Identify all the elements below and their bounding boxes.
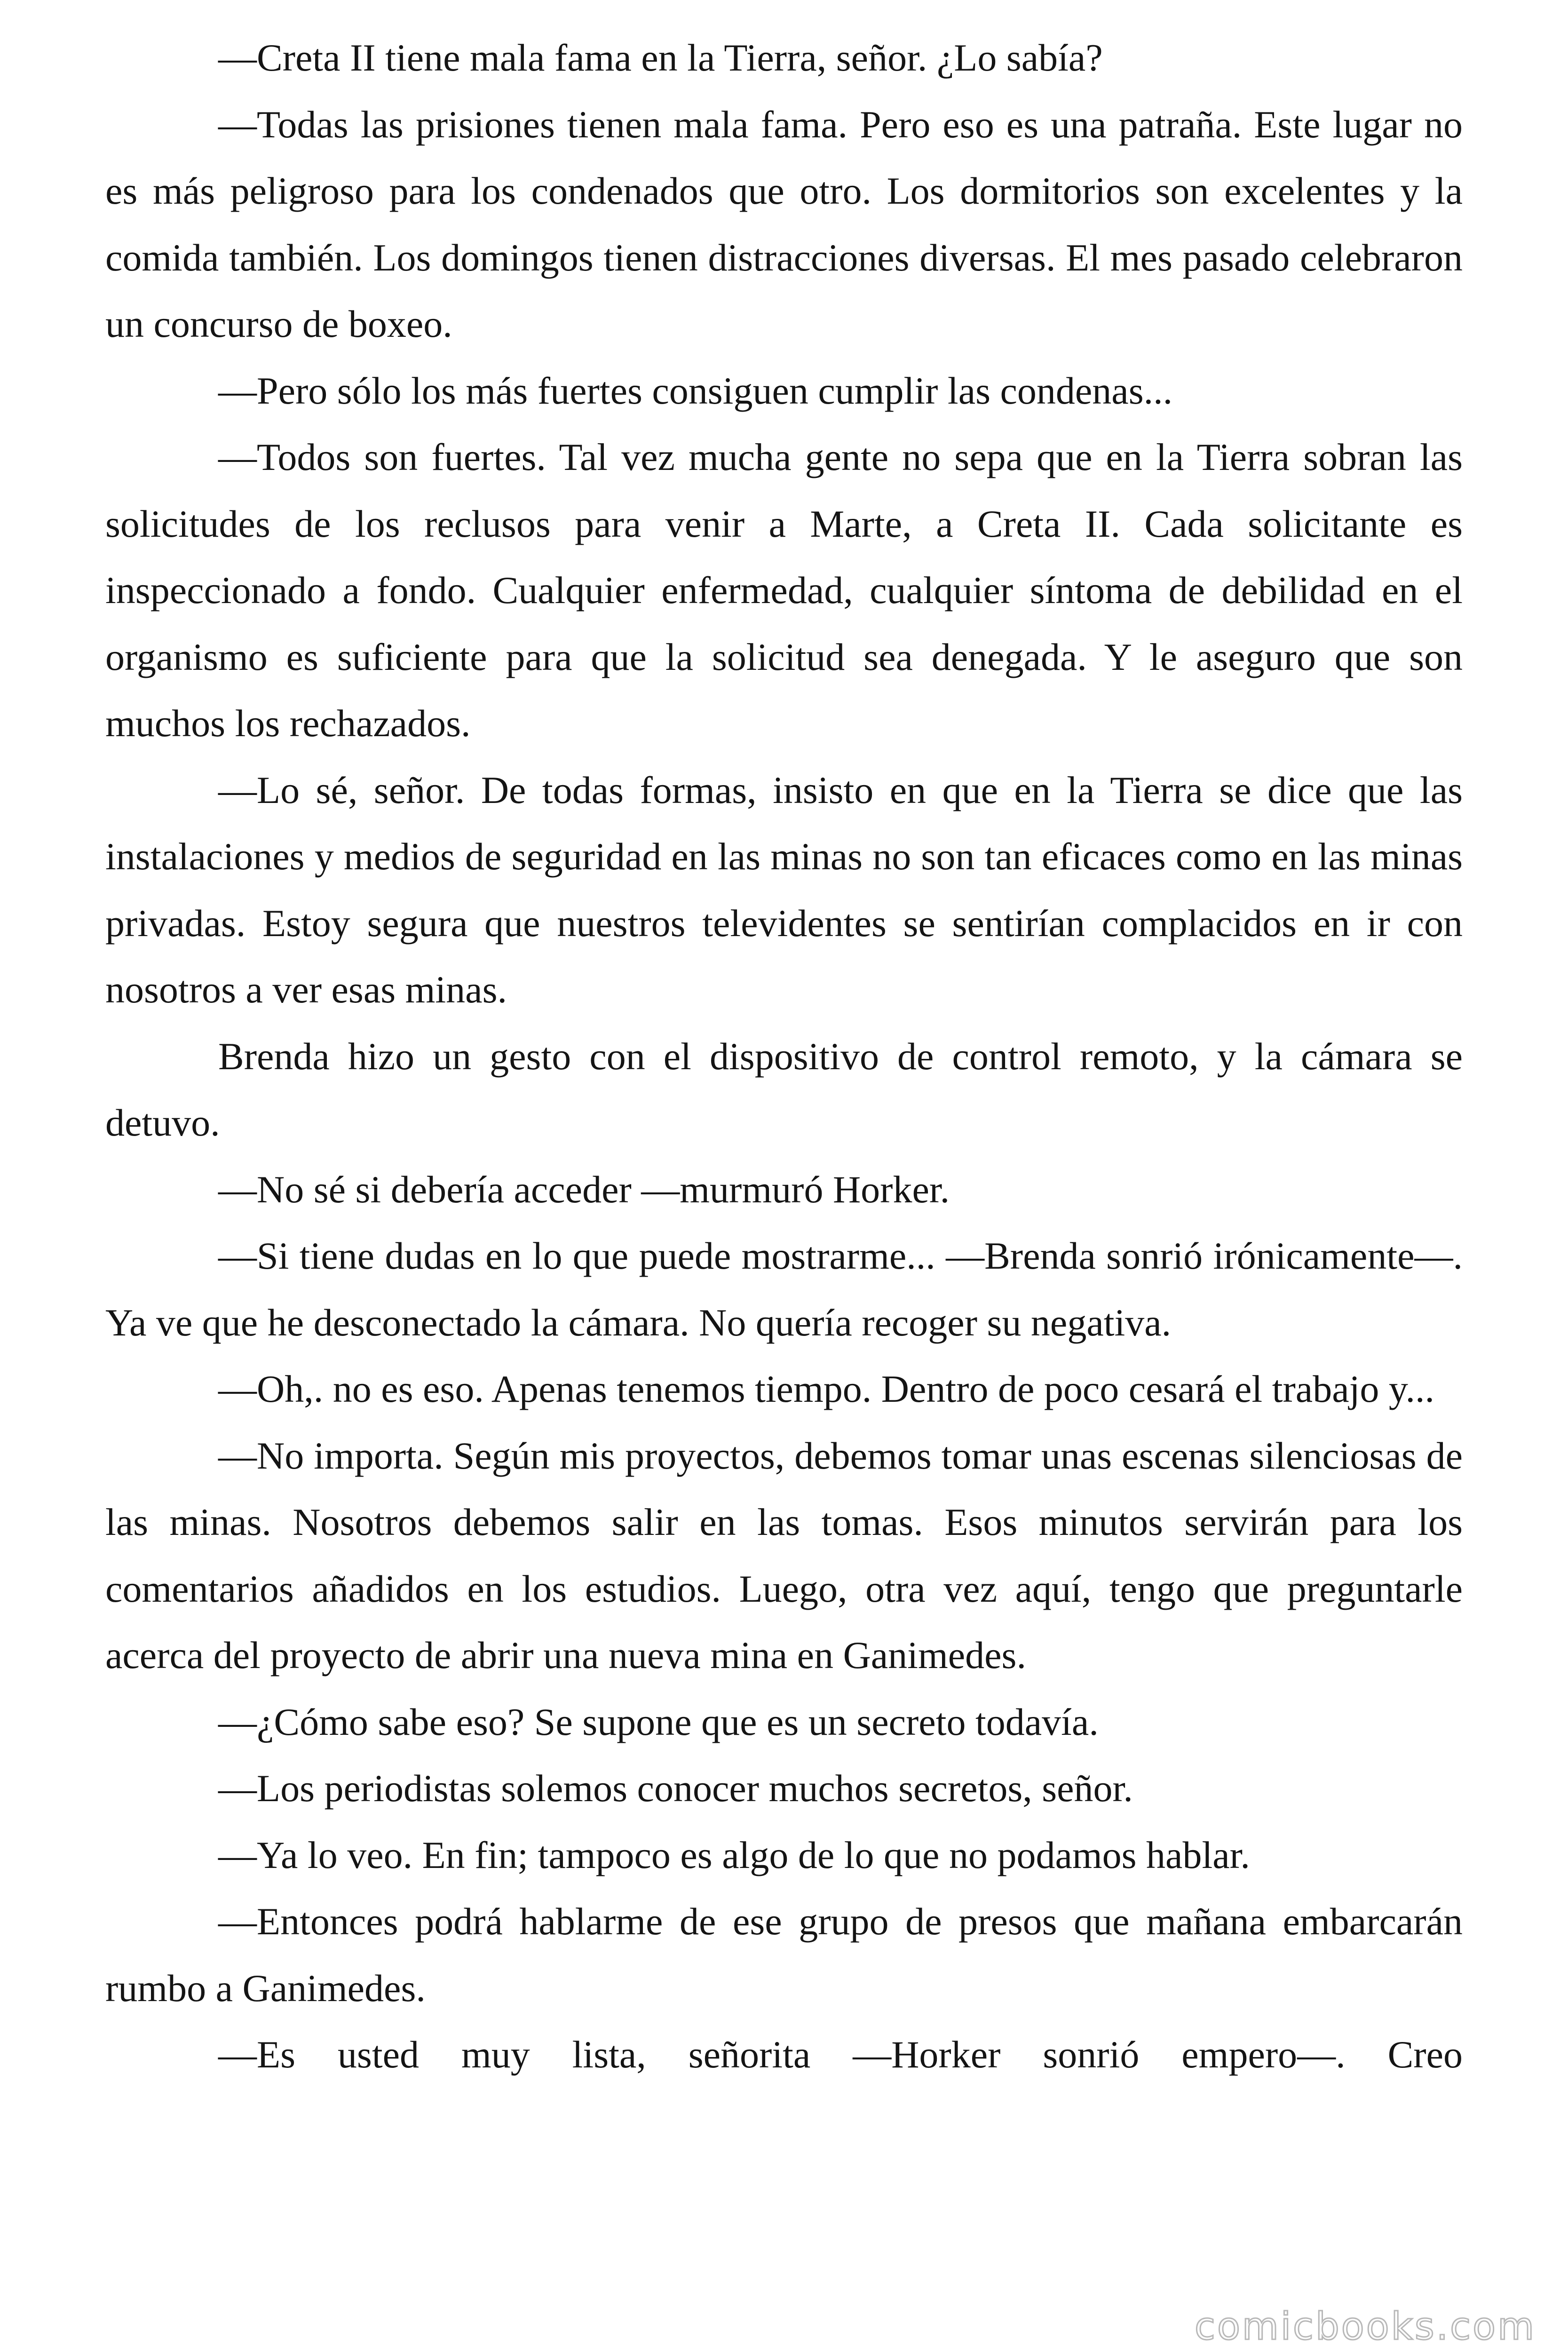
paragraph: —Si tiene dudas en lo que puede mostrarme... —Brenda sonrió irónicamente—. Ya ve que he desconectado la cámara. No quería recoger su negativa. (105, 1234, 1463, 1344)
paragraph: —Ya lo veo. En fin; tampoco es algo de lo que no podamos hablar. (218, 1833, 1250, 1876)
paragraph: —Es usted muy lista, señorita —Horker sonrió empero—. Creo (218, 2033, 1463, 2076)
paragraph: —¿Cómo sabe eso? Se supone que es un secreto todavía. (218, 1700, 1099, 1743)
paragraph: —Todos son fuertes. Tal vez mucha gente no sepa que en la Tierra sobran las solicitudes de los reclusos para venir a Marte, a Creta II. Cada solicitante es inspeccionado a fondo. Cualquier enfermedad, cualquier síntoma de debilidad en el organismo es suficiente para que la solicitud sea denegada. Y le aseguro que son muchos los rechazados. (105, 436, 1463, 745)
watermark: comicbooks.com (1194, 2304, 1536, 2348)
paragraph: —Lo sé, señor. De todas formas, insisto en que en la Tierra se dice que las instalaciones y medios de seguridad en las minas no son tan eficaces como en las minas privadas. Estoy segura que nuestros televidentes se sentirían complacidos en ir con nosotros a ver esas minas. (105, 768, 1463, 1011)
body-text (105, 24, 1463, 2088)
paragraph: —Entonces podrá hablarme de ese grupo de presos que mañana embarcarán rumbo a Ganimedes. (105, 1900, 1463, 2010)
paragraph: —No sé si debería acceder —murmuró Horker. (218, 1168, 950, 1211)
paragraph: —Pero sólo los más fuertes consiguen cumplir las condenas... (218, 369, 1173, 412)
paragraph: —Creta II tiene mala fama en la Tierra, señor. ¿Lo sabía? (218, 36, 1103, 79)
paragraph: —Todas las prisiones tienen mala fama. Pero eso es una patraña. Este lugar no es más peligroso para los condenados que otro. Los dormitorios son excelentes y la comida también. Los domingos tienen distracciones diversas. El mes pasado celebraron un concurso de boxeo. (105, 103, 1463, 345)
paragraph: —Oh,. no es eso. Apenas tenemos tiempo. Dentro de poco cesará el trabajo y... (218, 1367, 1435, 1410)
paragraph: Brenda hizo un gesto con el dispositivo de control remoto, y la cámara se detuvo. (105, 1034, 1463, 1144)
paragraph: —Los periodistas solemos conocer muchos secretos, señor. (218, 1767, 1133, 1810)
paragraph: —No importa. Según mis proyectos, debemos tomar unas escenas silenciosas de las minas. Nosotros debemos salir en las tomas. Esos minutos servirán para los comentarios añadidos en los estudios. Luego, otra vez aquí, tengo que preguntarle acerca del proyecto de abrir una nueva mina en Ganimedes. (105, 1434, 1463, 1677)
